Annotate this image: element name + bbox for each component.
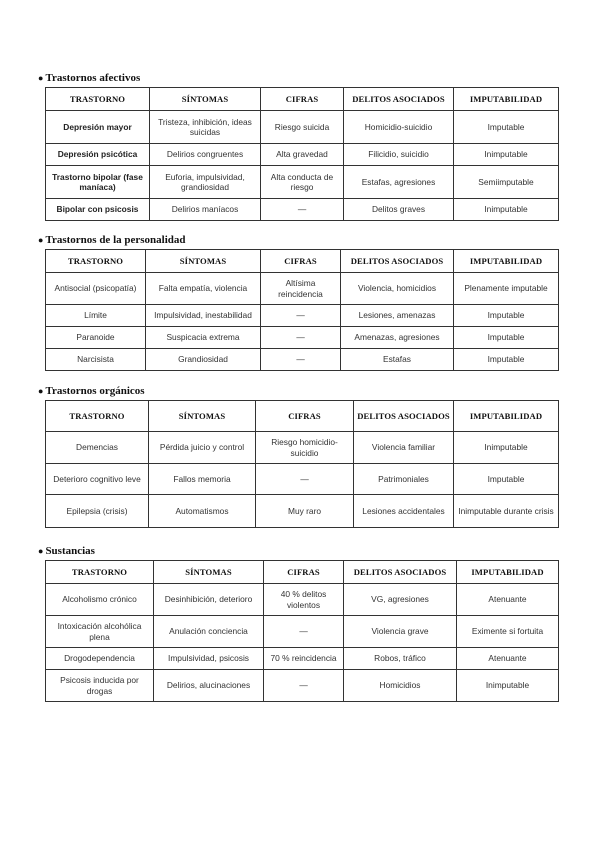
section-title xyxy=(38,545,95,557)
cell-cifras: Altísima reincidencia xyxy=(261,273,341,305)
cell-sintomas: Delirios, alucinaciones xyxy=(154,670,264,702)
header-imputabilidad: IMPUTABILIDAD xyxy=(454,401,559,432)
cell-sintomas: Desinhibición, deterioro xyxy=(154,584,264,616)
table-row xyxy=(46,273,559,305)
table-row xyxy=(46,111,559,144)
cell-sintomas: Euforia, impulsividad, grandiosidad xyxy=(150,166,261,199)
section-title xyxy=(38,234,186,246)
cell-trastorno: Deterioro cognitivo leve xyxy=(46,464,149,495)
header-imputabilidad: IMPUTABILIDAD xyxy=(454,250,559,273)
table-row xyxy=(46,144,559,166)
cell-delitos: Filicidio, suicidio xyxy=(344,144,454,166)
cell-imputabilidad: Plenamente imputable xyxy=(454,273,559,305)
bullet-icon: ● xyxy=(38,235,44,245)
cell-delitos: Estafas xyxy=(341,349,454,371)
section-title-text: Sustancias xyxy=(45,545,95,557)
cell-cifras: — xyxy=(264,670,344,702)
cell-imputabilidad: Eximente si fortuita xyxy=(457,616,559,648)
cell-trastorno: Demencias xyxy=(46,432,149,464)
bullet-icon: ● xyxy=(38,386,44,396)
cell-cifras: Alta gravedad xyxy=(261,144,344,166)
table-row xyxy=(46,305,559,327)
cell-sintomas: Impulsividad, inestabilidad xyxy=(146,305,261,327)
cell-trastorno: Bipolar con psicosis xyxy=(46,199,150,221)
table-sustancias xyxy=(45,560,559,702)
header-sintomas: SÍNTOMAS xyxy=(149,401,256,432)
table-header-row xyxy=(46,561,559,584)
cell-sintomas: Suspicacia extrema xyxy=(146,327,261,349)
header-cifras: CIFRAS xyxy=(261,88,344,111)
cell-cifras: Muy raro xyxy=(256,495,354,528)
table-row xyxy=(46,349,559,371)
table-row xyxy=(46,495,559,528)
table-row xyxy=(46,199,559,221)
cell-trastorno: Narcisista xyxy=(46,349,146,371)
section-title xyxy=(38,72,140,84)
table-row xyxy=(46,327,559,349)
cell-delitos: Estafas, agresiones xyxy=(344,166,454,199)
header-trastorno: TRASTORNO xyxy=(46,250,146,273)
table-row xyxy=(46,616,559,648)
cell-delitos: Patrimoniales xyxy=(354,464,454,495)
section-title xyxy=(38,385,145,397)
cell-imputabilidad: Imputable xyxy=(454,464,559,495)
cell-imputabilidad: Inimputable xyxy=(454,432,559,464)
header-delitos: DELITOS ASOCIADOS xyxy=(344,88,454,111)
section-title-text: Trastornos afectivos xyxy=(45,72,141,84)
cell-sintomas: Delirios congruentes xyxy=(150,144,261,166)
table-header-row xyxy=(46,401,559,432)
cell-delitos: VG, agresiones xyxy=(344,584,457,616)
cell-sintomas: Anulación conciencia xyxy=(154,616,264,648)
cell-imputabilidad: Imputable xyxy=(454,327,559,349)
header-cifras: CIFRAS xyxy=(264,561,344,584)
cell-delitos: Delitos graves xyxy=(344,199,454,221)
cell-imputabilidad: Inimputable xyxy=(457,670,559,702)
table-trastornos-afectivos xyxy=(45,87,559,221)
cell-imputabilidad: Semiimputable xyxy=(454,166,559,199)
table-trastornos-organicos xyxy=(45,400,559,528)
cell-sintomas: Tristeza, inhibición, ideas suicidas xyxy=(150,111,261,144)
header-delitos: DELITOS ASOCIADOS xyxy=(354,401,454,432)
cell-imputabilidad: Inimputable xyxy=(454,199,559,221)
cell-imputabilidad: Inimputable xyxy=(454,144,559,166)
cell-delitos: Homicidio-suicidio xyxy=(344,111,454,144)
cell-sintomas: Impulsividad, psicosis xyxy=(154,648,264,670)
cell-cifras: — xyxy=(261,349,341,371)
cell-sintomas: Falta empatía, violencia xyxy=(146,273,261,305)
cell-cifras: — xyxy=(261,327,341,349)
cell-trastorno: Depresión psicótica xyxy=(46,144,150,166)
header-trastorno: TRASTORNO xyxy=(46,88,150,111)
table-header-row xyxy=(46,88,559,111)
cell-delitos: Violencia grave xyxy=(344,616,457,648)
cell-trastorno: Alcoholismo crónico xyxy=(46,584,154,616)
cell-trastorno: Antisocial (psicopatía) xyxy=(46,273,146,305)
cell-cifras: — xyxy=(256,464,354,495)
section-title-text: Trastornos de la personalidad xyxy=(45,234,186,246)
table-row xyxy=(46,464,559,495)
table-row xyxy=(46,670,559,702)
cell-imputabilidad: Imputable xyxy=(454,111,559,144)
header-trastorno: TRASTORNO xyxy=(46,401,149,432)
cell-imputabilidad: Atenuante xyxy=(457,648,559,670)
cell-trastorno: Depresión mayor xyxy=(46,111,150,144)
header-cifras: CIFRAS xyxy=(261,250,341,273)
table-row xyxy=(46,432,559,464)
bullet-icon: ● xyxy=(38,546,44,556)
cell-delitos: Violencia familiar xyxy=(354,432,454,464)
cell-trastorno: Intoxicación alcohólica plena xyxy=(46,616,154,648)
cell-cifras: Alta conducta de riesgo xyxy=(261,166,344,199)
cell-imputabilidad: Imputable xyxy=(454,305,559,327)
bullet-icon: ● xyxy=(38,73,44,83)
cell-delitos: Lesiones, amenazas xyxy=(341,305,454,327)
cell-trastorno: Límite xyxy=(46,305,146,327)
cell-sintomas: Automatismos xyxy=(149,495,256,528)
cell-imputabilidad: Imputable xyxy=(454,349,559,371)
cell-trastorno: Trastorno bipolar (fase maníaca) xyxy=(46,166,150,199)
table-header-row xyxy=(46,250,559,273)
table-row xyxy=(46,648,559,670)
cell-trastorno: Psicosis inducida por drogas xyxy=(46,670,154,702)
header-delitos: DELITOS ASOCIADOS xyxy=(344,561,457,584)
cell-cifras: Riesgo suicida xyxy=(261,111,344,144)
cell-delitos: Violencia, homicidios xyxy=(341,273,454,305)
table-row xyxy=(46,166,559,199)
cell-sintomas: Grandiosidad xyxy=(146,349,261,371)
cell-cifras: — xyxy=(261,199,344,221)
cell-cifras: — xyxy=(261,305,341,327)
header-imputabilidad: IMPUTABILIDAD xyxy=(454,88,559,111)
cell-trastorno: Drogodependencia xyxy=(46,648,154,670)
table-trastornos-personalidad xyxy=(45,249,559,371)
cell-delitos: Homicidios xyxy=(344,670,457,702)
cell-imputabilidad: Atenuante xyxy=(457,584,559,616)
cell-delitos: Amenazas, agresiones xyxy=(341,327,454,349)
cell-sintomas: Fallos memoria xyxy=(149,464,256,495)
header-sintomas: SÍNTOMAS xyxy=(154,561,264,584)
cell-cifras: — xyxy=(264,616,344,648)
header-imputabilidad: IMPUTABILIDAD xyxy=(457,561,559,584)
header-delitos: DELITOS ASOCIADOS xyxy=(341,250,454,273)
cell-sintomas: Pérdida juicio y control xyxy=(149,432,256,464)
header-trastorno: TRASTORNO xyxy=(46,561,154,584)
cell-trastorno: Epilepsia (crisis) xyxy=(46,495,149,528)
cell-cifras: Riesgo homicidio-suicidio xyxy=(256,432,354,464)
cell-trastorno: Paranoide xyxy=(46,327,146,349)
header-sintomas: SÍNTOMAS xyxy=(146,250,261,273)
cell-sintomas: Delirios maníacos xyxy=(150,199,261,221)
cell-delitos: Lesiones accidentales xyxy=(354,495,454,528)
cell-cifras: 70 % reincidencia xyxy=(264,648,344,670)
cell-imputabilidad: Inimputable durante crisis xyxy=(454,495,559,528)
cell-delitos: Robos, tráfico xyxy=(344,648,457,670)
header-cifras: CIFRAS xyxy=(256,401,354,432)
table-row xyxy=(46,584,559,616)
section-title-text: Trastornos orgánicos xyxy=(45,385,145,397)
header-sintomas: SÍNTOMAS xyxy=(150,88,261,111)
cell-cifras: 40 % delitos violentos xyxy=(264,584,344,616)
